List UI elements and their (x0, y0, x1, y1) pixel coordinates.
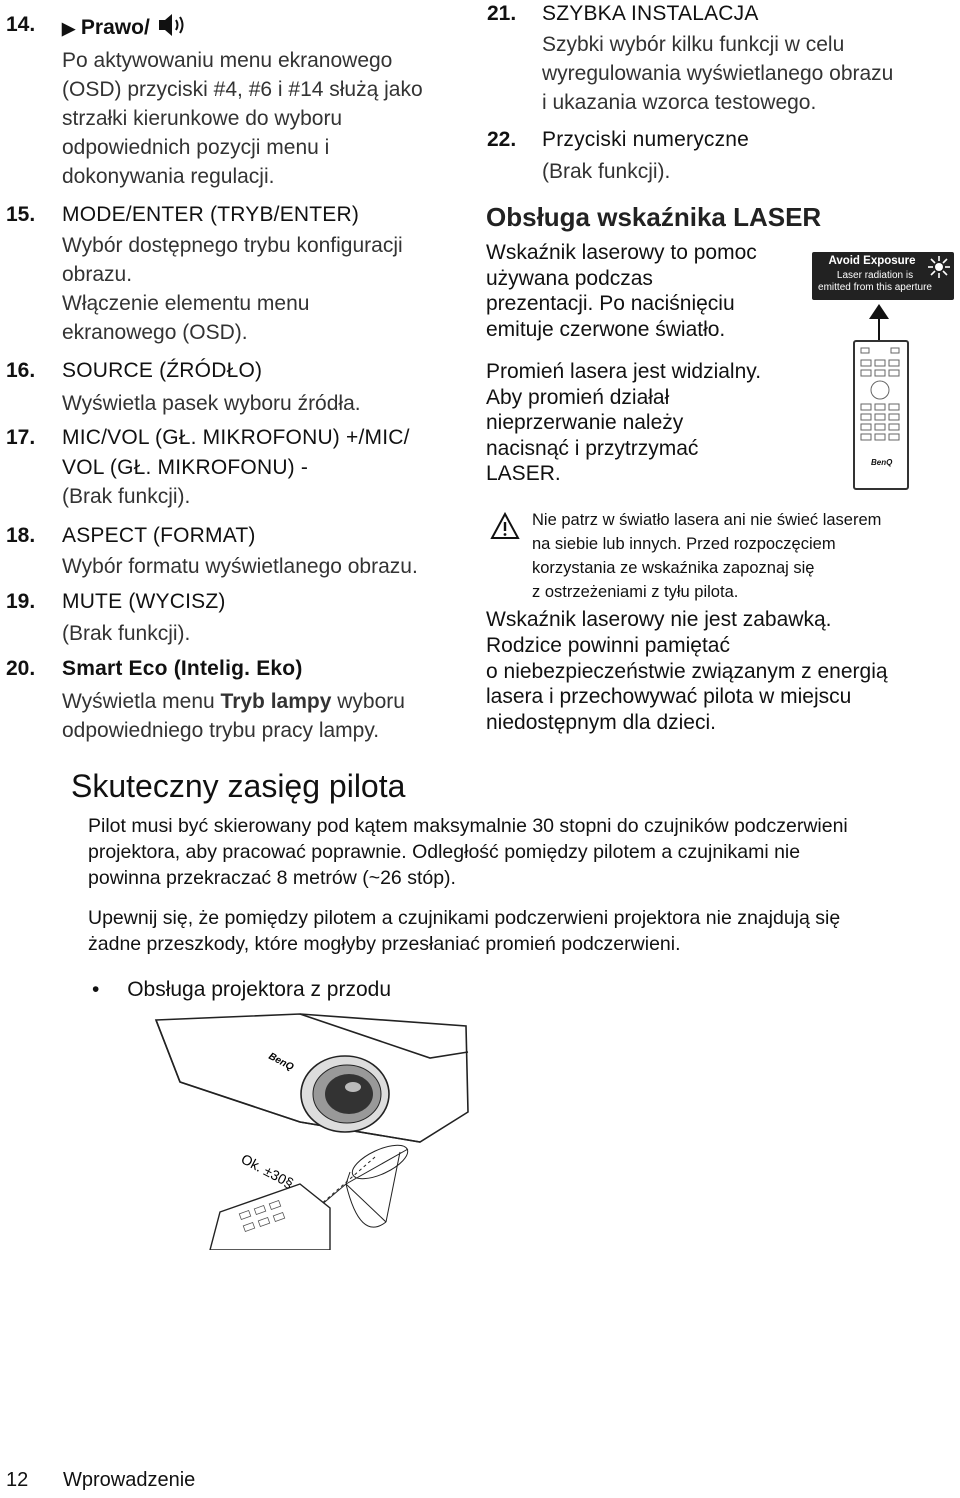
item-description: Wybór formatu wyświetlanego obrazu. (62, 555, 418, 578)
section-title: Skuteczny zasięg pilota (71, 768, 406, 804)
item-number: 17. (6, 426, 36, 449)
item-heading: Smart Eco (Intelig. Eko) (62, 657, 303, 680)
item-description: (Brak funkcji). (62, 622, 191, 645)
item-description: (Brak funkcji). (542, 160, 671, 183)
item-heading: SOURCE (ŹRÓDŁO) (62, 359, 263, 382)
item-heading: MODE/ENTER (TRYB/ENTER) (62, 203, 360, 226)
range-paragraph: Pilot musi być skierowany pod kątem maksymalnie 30 stopni do czujników podczerwieni projektora, aby pracować poprawnie. Odległość pomiędzy pilotem a czujnikami nie powinna przekraczać 8 metrów (~26 stóp). (88, 815, 848, 889)
lens-graphic (301, 1056, 389, 1132)
remote-control-illustration (853, 340, 909, 490)
section-title: Obsługa wskaźnika LASER (486, 202, 822, 232)
item-description: (Brak funkcji). (62, 485, 191, 508)
item-heading-text: Prawo/ (80, 16, 150, 39)
item-heading: MUTE (WYCISZ) (62, 590, 226, 613)
play-arrow-icon: ▶ (62, 19, 76, 38)
menu-name: Tryb lampy (220, 690, 332, 713)
item-description: Szybki wybór kilku funkcji w celu wyregulowania wyświetlanego obrazu i ukazania wzorca testowego. (542, 33, 894, 114)
warning-icon (490, 512, 520, 540)
bullet-icon: • (92, 978, 100, 1001)
item-description: Wybór dostępnego trybu konfiguracji obrazu. Włączenie elementu menu ekranowego (OSD). (62, 234, 403, 344)
laser-warning-label: Avoid Exposure Laser radiation is emitted from this aperture (812, 252, 954, 300)
item-description: Wyświetla pasek wyboru źródła. (62, 392, 361, 415)
projector-remote-illustration (150, 1012, 472, 1250)
item-number: 18. (6, 524, 36, 547)
item-description: Po aktywowaniu menu ekranowego (OSD) przyciski #4, #6 i #14 służą jako strzałki kierunkowe do wyboru odpowiednich pozycji menu i dokonywania regulacji. (62, 49, 423, 188)
angle-label: Ok. ±30§ (238, 1150, 297, 1192)
laser-safety-paragraph: Wskaźnik laserowy nie jest zabawką. Rodzice powinni pamiętać o niebezpieczeństwie związanym z energią lasera i przechowywać pilota w miejscu niedostępnym dla dzieci. (486, 608, 888, 735)
item-number: 20. (6, 657, 36, 680)
up-arrow-icon (866, 302, 892, 340)
item-heading (62, 11, 188, 40)
bullet-item: • Obsługa projektora z przodu (92, 978, 392, 1001)
item-heading: MIC/VOL (GŁ. MIKROFONU) +/MIC/ (62, 426, 410, 449)
item-heading: ASPECT (FORMAT) (62, 524, 256, 547)
laser-hold-note: Promień lasera jest widzialny. Aby promień działał nieprzerwanie należy nacisnąć i przytrzymać LASER. (486, 360, 762, 485)
item-heading-continued: VOL (GŁ. MIKROFONU) - (62, 456, 309, 479)
page-number: 12 (6, 1469, 29, 1491)
item-number: 22. (487, 128, 517, 151)
item-heading: SZYBKA INSTALACJA (542, 2, 759, 25)
laser-intro: Wskaźnik laserowy to pomoc używana podczas prezentacji. Po naciśnięciu emituje czerwone światło. (486, 241, 757, 341)
item-number: 19. (6, 590, 36, 613)
item-number: 16. (6, 359, 36, 382)
item-number: 21. (487, 2, 517, 25)
obstacle-paragraph: Upewnij się, że pomiędzy pilotem a czujnikami podczerwieni projektora nie znajdują się żadne przeszkody, które mogłyby przesłaniać promień podczerwieni. (88, 907, 841, 955)
projector-brand-logo: BenQ (266, 1050, 296, 1074)
item-number: 14. (6, 13, 36, 36)
remote-graphic (210, 1184, 330, 1250)
volume-icon (156, 11, 188, 39)
item-number: 15. (6, 203, 36, 226)
laser-burst-icon (928, 256, 950, 278)
laser-warning-note: Nie patrz w światło lasera ani nie świeć laserem na siebie lub innych. Przed rozpoczęciem korzystania ze wskaźnika zapoznaj się z ostrzeżeniami z tyłu pilota. (532, 511, 882, 601)
item-heading: Przyciski numeryczne (542, 128, 750, 151)
item-description: Wyświetla menu Tryb lampy wyboru odpowiedniego trybu pracy lampy. (62, 690, 405, 742)
footer-section: Wprowadzenie (63, 1469, 196, 1491)
remote-brand-logo: BenQ (871, 458, 893, 467)
